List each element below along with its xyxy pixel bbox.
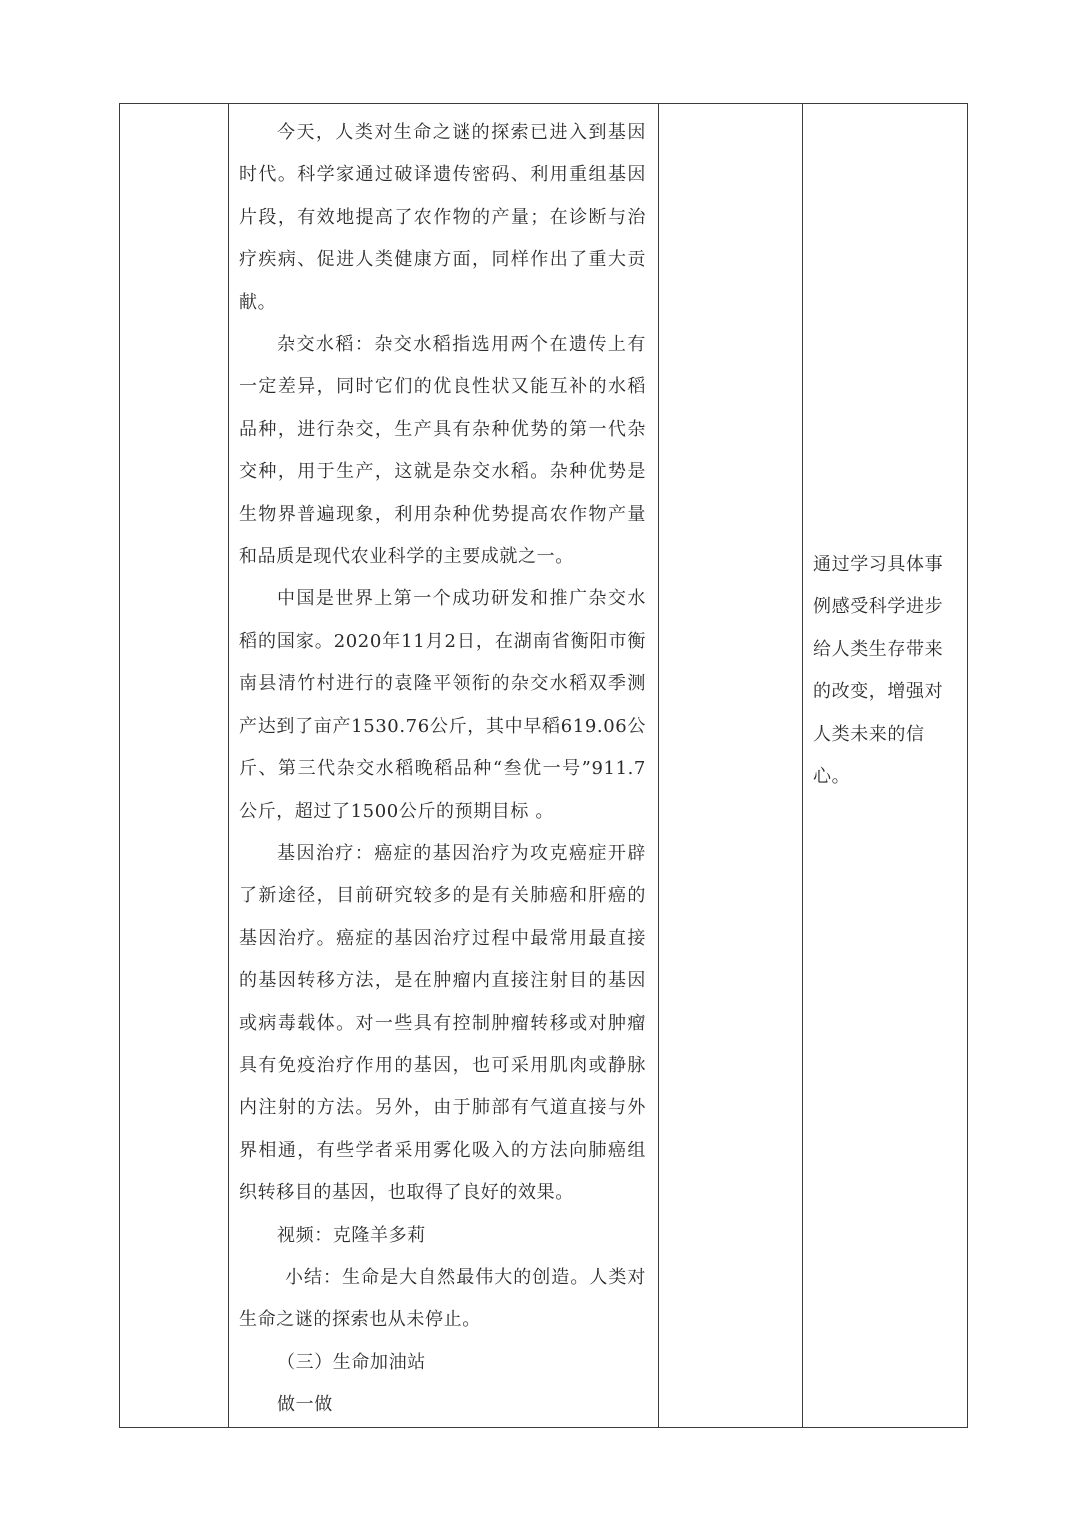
content-paragraph-hybrid-rice: 杂交水稻：杂交水稻指选用两个在遗传上有一定差异，同时它们的优良性状又能互补的水稻品种，进行杂交，生产具有杂种优势的第一代杂交种，用于生产，这就是杂交水稻。杂种优势是生物界普遍现象，利用杂种优势提高农作物产量和品质是现代农业科学的主要成就之一。	[239, 334, 646, 568]
content-paragraph-summary: 小结：生命是大自然最伟大的创造。人类对生命之谜的探索也从未停止。	[239, 1266, 646, 1331]
content-paragraph-gene-therapy: 基因治疗：癌症的基因治疗为攻克癌症开辟了新途径，目前研究较多的是有关肺癌和肝癌的基因治疗。癌症的基因治疗过程中最常用最直接的基因转移方法，是在肿瘤内直接注射目的基因或病毒载体。对一些具有控制肿瘤转移或对肿瘤具有免疫治疗作用的基因，也可采用肌肉或静脉内注射的方法。另外，由于肺部有气道直接与外界相通，有些学者采用雾化吸入的方法向肺癌组织转移目的基因，也取得了良好的效果。	[239, 842, 646, 1204]
content-paragraph-video: 视频：克隆羊多莉	[277, 1224, 426, 1246]
content-section-heading: （三）生命加油站	[277, 1351, 426, 1373]
design-intent-text: 通过学习具体事例感受科学进步给人类生存带来的改变，增强对人类未来的信心。	[813, 554, 944, 788]
content-paragraph-gene-era: 今天，人类对生命之谜的探索已进入到基因时代。科学家通过破译遗传密码、利用重组基因片段，有效地提高了农作物的产量；在诊断与治疗疾病、促进人类健康方面，同样作出了重大贡献。	[239, 122, 646, 313]
student-activity-cell	[659, 104, 803, 1428]
teaching-content-cell	[229, 104, 659, 1428]
design-intent-cell	[803, 104, 968, 1428]
content-paragraph-activity: 做一做	[277, 1394, 333, 1416]
table-row	[120, 104, 968, 1428]
content-paragraph-china-rice: 中国是世界上第一个成功研发和推广杂交水稻的国家。2020年11月2日，在湖南省衡阳市衡南县清竹村进行的袁隆平领衔的杂交水稻双季测产达到了亩产1530.76公斤，其中早稻619.06公斤、第三代杂交水稻晚稻品种“叁优一号”911.7公斤，超过了1500公斤的预期目标 。	[239, 588, 646, 822]
stage-cell	[120, 104, 229, 1428]
lesson-plan-table	[119, 103, 968, 1428]
